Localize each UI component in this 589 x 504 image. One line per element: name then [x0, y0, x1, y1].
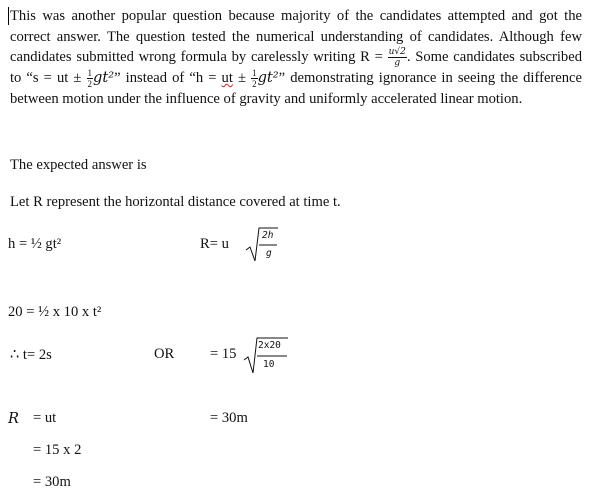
eq-15-x-2: = 15 x 2 [33, 442, 82, 458]
eq-t-2s: ∴ t= 2s [10, 347, 52, 363]
eq-equals-ut: = ut [33, 410, 57, 426]
eq-20-equals: 20 = ½ x 10 x t² [8, 304, 102, 320]
root1-denominator: g [266, 248, 272, 259]
eq-30m: = 30m [33, 474, 71, 490]
eq-r-u: R= u [200, 236, 229, 252]
eq-30m-right: = 30m [210, 410, 248, 426]
half-fraction: $\frac{1}{2}$ [87, 68, 93, 90]
text-cursor [8, 7, 9, 25]
paragraph-commentary: This was another popular question because majority of the candidates attempted and got the correct answer. The question tested the numerical understanding of candidates. Although few candidates submitted wrong formula by carelessly writing R = $\frac{u√2}{g}$ . Some candidates subscribed to “s = ut ± $\frac{1}{2}$ gt²” instead of “h = ut ± $\frac{1}{2}$ gt²” demonstrating ignorance in seeing the difference between motion under the influence of gravity and uniformly accelerated linear motion. [10, 8, 583, 108]
formula-r-fraction: $\frac{u√2}{g}$ [388, 47, 406, 69]
root1-numerator: 2h [262, 230, 274, 241]
root2-denominator: 10 [263, 359, 275, 370]
spellcheck-ut: ut [221, 70, 233, 87]
eq-r-italic: R [8, 410, 19, 427]
eq-15: = 15 [210, 346, 237, 362]
half-fraction-2: $\frac{1}{2}$ [252, 68, 257, 90]
root2-numerator: 2x20 [258, 340, 281, 351]
let-r-statement: Let R represent the horizontal distance covered at time t. [10, 194, 341, 210]
expected-answer-heading: The expected answer is [10, 157, 147, 173]
or-label: OR [154, 346, 175, 362]
eq-h-half-gt2: h = ½ gt² [8, 236, 62, 252]
